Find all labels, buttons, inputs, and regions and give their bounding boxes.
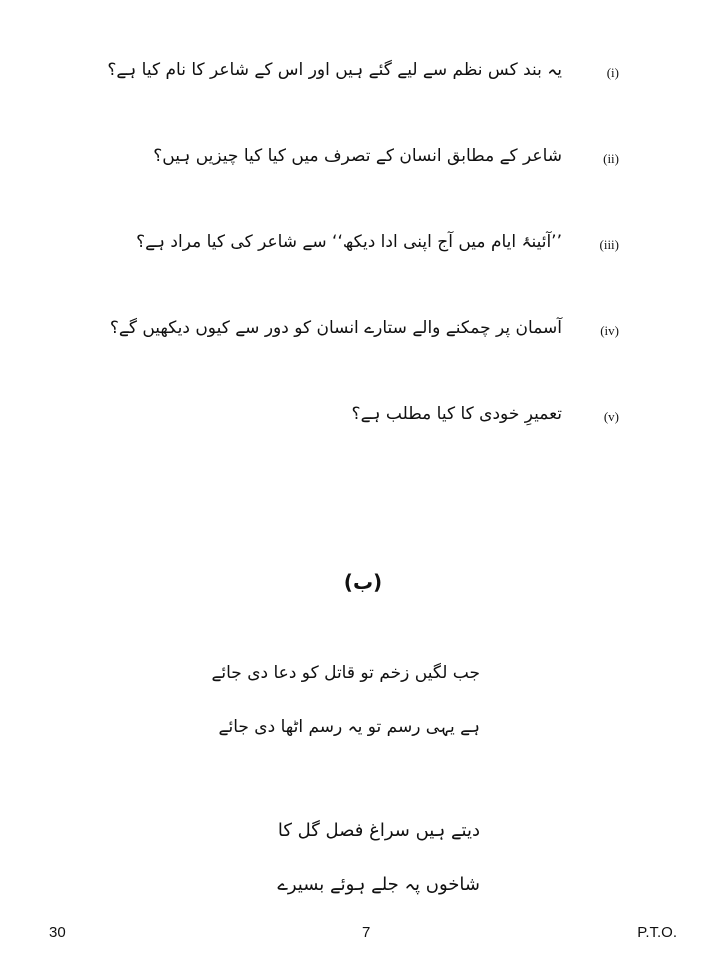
verse-line: ہے یہی رسم تو یہ رسم اٹھا دی جائے — [218, 717, 480, 737]
verse-line: جب لگیں زخم تو قاتل کو دعا دی جائے — [211, 663, 480, 683]
question-text: شاعر کے مطابق انسان کے تصرف میں کیا کیا چیزیں ہیں؟ — [153, 146, 562, 166]
paper-code: 30 — [49, 924, 66, 941]
question-text: آسمان پر چمکنے والے ستارے انسان کو دور سے کیوں دیکھیں گے؟ — [109, 318, 562, 338]
question-number: (v) — [603, 409, 619, 424]
question-number: (ii) — [603, 151, 619, 166]
pto-label: P.T.O. — [637, 924, 677, 941]
question-row-3 — [0, 227, 726, 267]
question-number: (iv) — [600, 323, 619, 338]
question-number: (i) — [606, 65, 619, 80]
question-row-2 — [0, 141, 726, 181]
verse-line: شاخوں پہ جلے ہوئے بسیرے — [277, 874, 480, 895]
question-text: ’’آئینۂ ایام میں آج اپنی ادا دیکھ‘‘ سے شاعر کی کیا مراد ہے؟ — [136, 232, 562, 252]
question-row-1 — [0, 55, 726, 95]
question-text: یہ بند کس نظم سے لیے گئے ہیں اور اس کے شاعر کا نام کیا ہے؟ — [107, 60, 562, 80]
question-number: (iii) — [599, 237, 619, 252]
question-row-5 — [0, 399, 726, 439]
page-number: 7 — [362, 924, 371, 941]
question-row-4 — [0, 313, 726, 353]
verse-line: دیتے ہیں سراغ فصل گل کا — [277, 820, 480, 841]
question-text: تعمیرِ خودی کا کیا مطلب ہے؟ — [351, 404, 562, 424]
section-heading: (ب) — [343, 570, 383, 594]
